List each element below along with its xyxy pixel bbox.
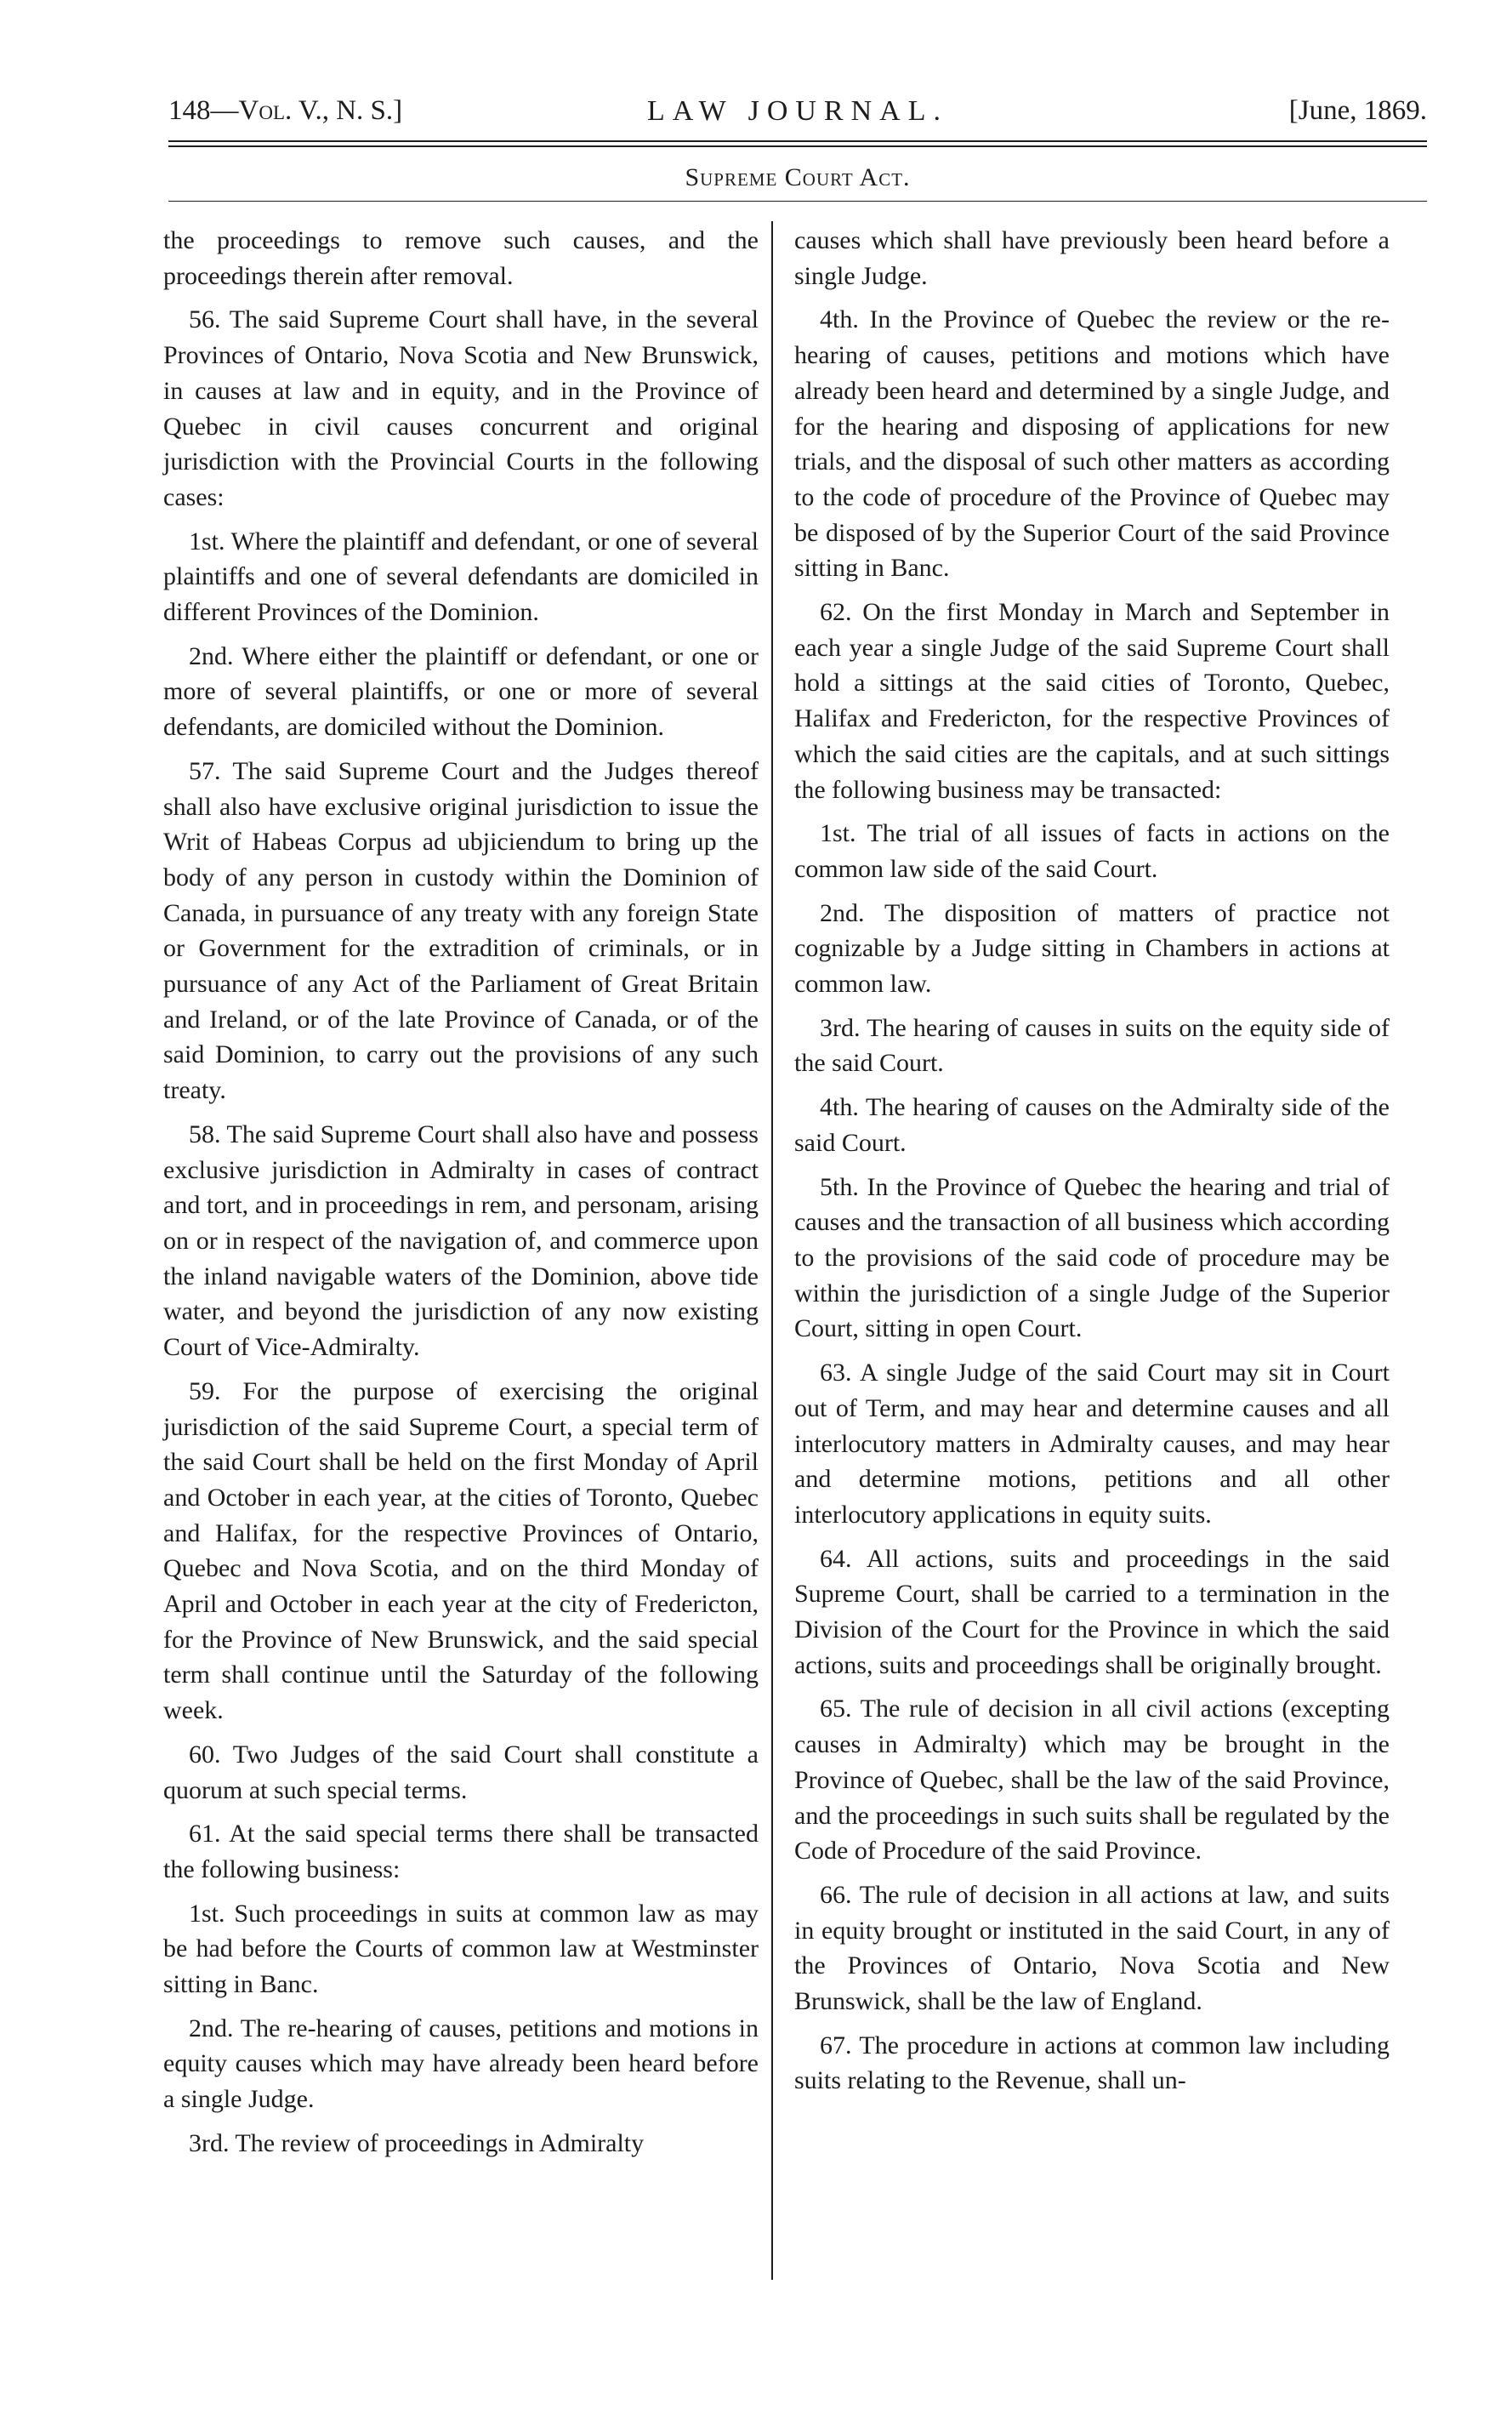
paragraph: 4th. In the Province of Quebec the review or the re-hearing of causes, petitions and motions which have already been heard and determined by a single Judge, and for the hearing and disposing of applications for new trials, and the disposal of such other matters as according to the code of procedure of the Province of Quebec may be disposed of by the Superior Court of the said Province sitting in Banc. (794, 305, 1390, 583)
paragraph: 62. On the first Monday in March and September in each year a single Judge of the said Supreme Court shall hold a sittings at the said cities of Toronto, Quebec, Halifax and Fredericton, for the respective Provinces of which the said cities are the capitals, and at such sittings the following business may be transacted: (794, 598, 1390, 804)
volume-label: Vol. V., N. S.] (238, 95, 403, 126)
left-column (163, 223, 759, 2170)
paragraph: 2nd. The re-hearing of causes, petitions and motions in equity causes which may have already been heard before a single Judge. (163, 2014, 759, 2114)
paragraph: 1st. Where the plaintiff and defendant, or one of several plaintiffs and one of several defendants are domiciled in different Provinces of the Dominion. (163, 527, 759, 627)
section-rule (168, 201, 1427, 202)
paragraph: 5th. In the Province of Quebec the hearing and trial of causes and the transaction of all business which according to the provisions of the said code of procedure may be within the jurisdiction of a single Judge of the Superior Court, sitting in open Court. (794, 1172, 1390, 1343)
paragraph: 2nd. The disposition of matters of practice not cognizable by a Judge sitting in Chambers in actions at common law. (794, 898, 1390, 999)
paragraph: 3rd. The hearing of causes in suits on the equity side of the said Court. (794, 1013, 1390, 1078)
section-title: Supreme Court Act. (685, 163, 911, 191)
paragraph: 57. The said Supreme Court and the Judges thereof shall also have exclusive original jurisdiction to issue the Writ of Habeas Corpus ad ubjiciendum to bring up the body of any person in custody within the Dominion of Canada, in pursuance of any treaty with any foreign State or Government for the extradition of criminals, or in pursuance of any Act of the Parliament of Great Britain and Ireland, or of the late Province of Canada, or of the said Dominion, to carry out the provisions of any such treaty. (163, 756, 759, 1105)
paragraph: the proceedings to remove such causes, and the proceedings therein after removal. (163, 226, 759, 290)
page-number: 148— (168, 95, 239, 126)
paragraph: 67. The procedure in actions at common law including suits relating to the Revenue, shall un- (794, 2031, 1390, 2095)
running-header (168, 95, 1427, 134)
paragraph: 58. The said Supreme Court shall also have and possess exclusive jurisdiction in Admiralty in cases of contract and tort, and in proceedings in rem, and personam, arising on or in respect of the navigation of, and commerce upon the inland navigable waters of the Dominion, above tide water, and beyond the jurisdiction of any now existing Court of Vice-Admiralty. (163, 1119, 759, 1362)
column-divider (771, 221, 773, 2280)
paragraph: causes which shall have previously been heard before a single Judge. (794, 226, 1390, 290)
paragraph: 4th. The hearing of causes on the Admiralty side of the said Court. (794, 1093, 1390, 1157)
paragraph: 1st. The trial of all issues of facts in actions on the common law side of the said Court. (794, 819, 1390, 883)
paragraph: 2nd. Where either the plaintiff or defendant, or one or more of several plaintiffs, or one or more of several defendants, are domiciled without the Dominion. (163, 641, 759, 742)
journal-title: LAW JOURNAL. (647, 95, 948, 127)
paragraph: 66. The rule of decision in all actions at law, and suits in equity brought or instituted in the said Court, in any of the Provinces of Ontario, Nova Scotia and New Brunswick, shall be the law of England. (794, 1880, 1390, 2016)
paragraph: 3rd. The review of proceedings in Admiralty (189, 2128, 645, 2157)
right-column (794, 223, 1390, 2107)
header-rule-top (168, 140, 1427, 142)
paragraph: 64. All actions, suits and proceedings in the said Supreme Court, shall be carried to a termination in the Division of the Court for the Province in which the said actions, suits and proceedings shall be originally brought. (794, 1544, 1390, 1679)
issue-date: [June, 1869. (1288, 95, 1427, 126)
paragraph: 63. A single Judge of the said Court may sit in Court out of Term, and may hear and determine causes and all interlocutory matters in Admiralty causes, and may hear and determine motions, petitions and all other interlocutory applications in equity suits. (794, 1359, 1390, 1529)
paragraph: 1st. Such proceedings in suits at common law as may be had before the Courts of common law at Westminster sitting in Banc. (163, 1899, 759, 1999)
paragraph: 65. The rule of decision in all civil actions (excepting causes in Admiralty) which may be brought in the Province of Quebec, shall be the law of the said Province, and the proceedings in such suits shall be regulated by the Code of Procedure of the said Province. (794, 1695, 1390, 1866)
paragraph: 61. At the said special terms there shall be transacted the following business: (163, 1820, 759, 1883)
paragraph: 60. Two Judges of the said Court shall constitute a quorum at such special terms. (163, 1740, 759, 1804)
header-rule-bottom (168, 145, 1427, 147)
paragraph: 56. The said Supreme Court shall have, in the several Provinces of Ontario, Nova Scotia and New Brunswick, in causes at law and in equity, and in the Province of Quebec in civil causes concurrent and original jurisdiction with the Provincial Courts in the following cases: (163, 305, 759, 511)
paragraph: 59. For the purpose of exercising the original jurisdiction of the said Supreme Court, a special term of the said Court shall be held on the first Monday of April and October in each year, at the cities of Toronto, Quebec and Halifax, for the respective Provinces of Ontario, Quebec and Nova Scotia, and on the third Monday of April and October in each year at the city of Fredericton, for the Province of New Brunswick, and the said special term shall continue until the Saturday of the following week. (163, 1376, 759, 1725)
